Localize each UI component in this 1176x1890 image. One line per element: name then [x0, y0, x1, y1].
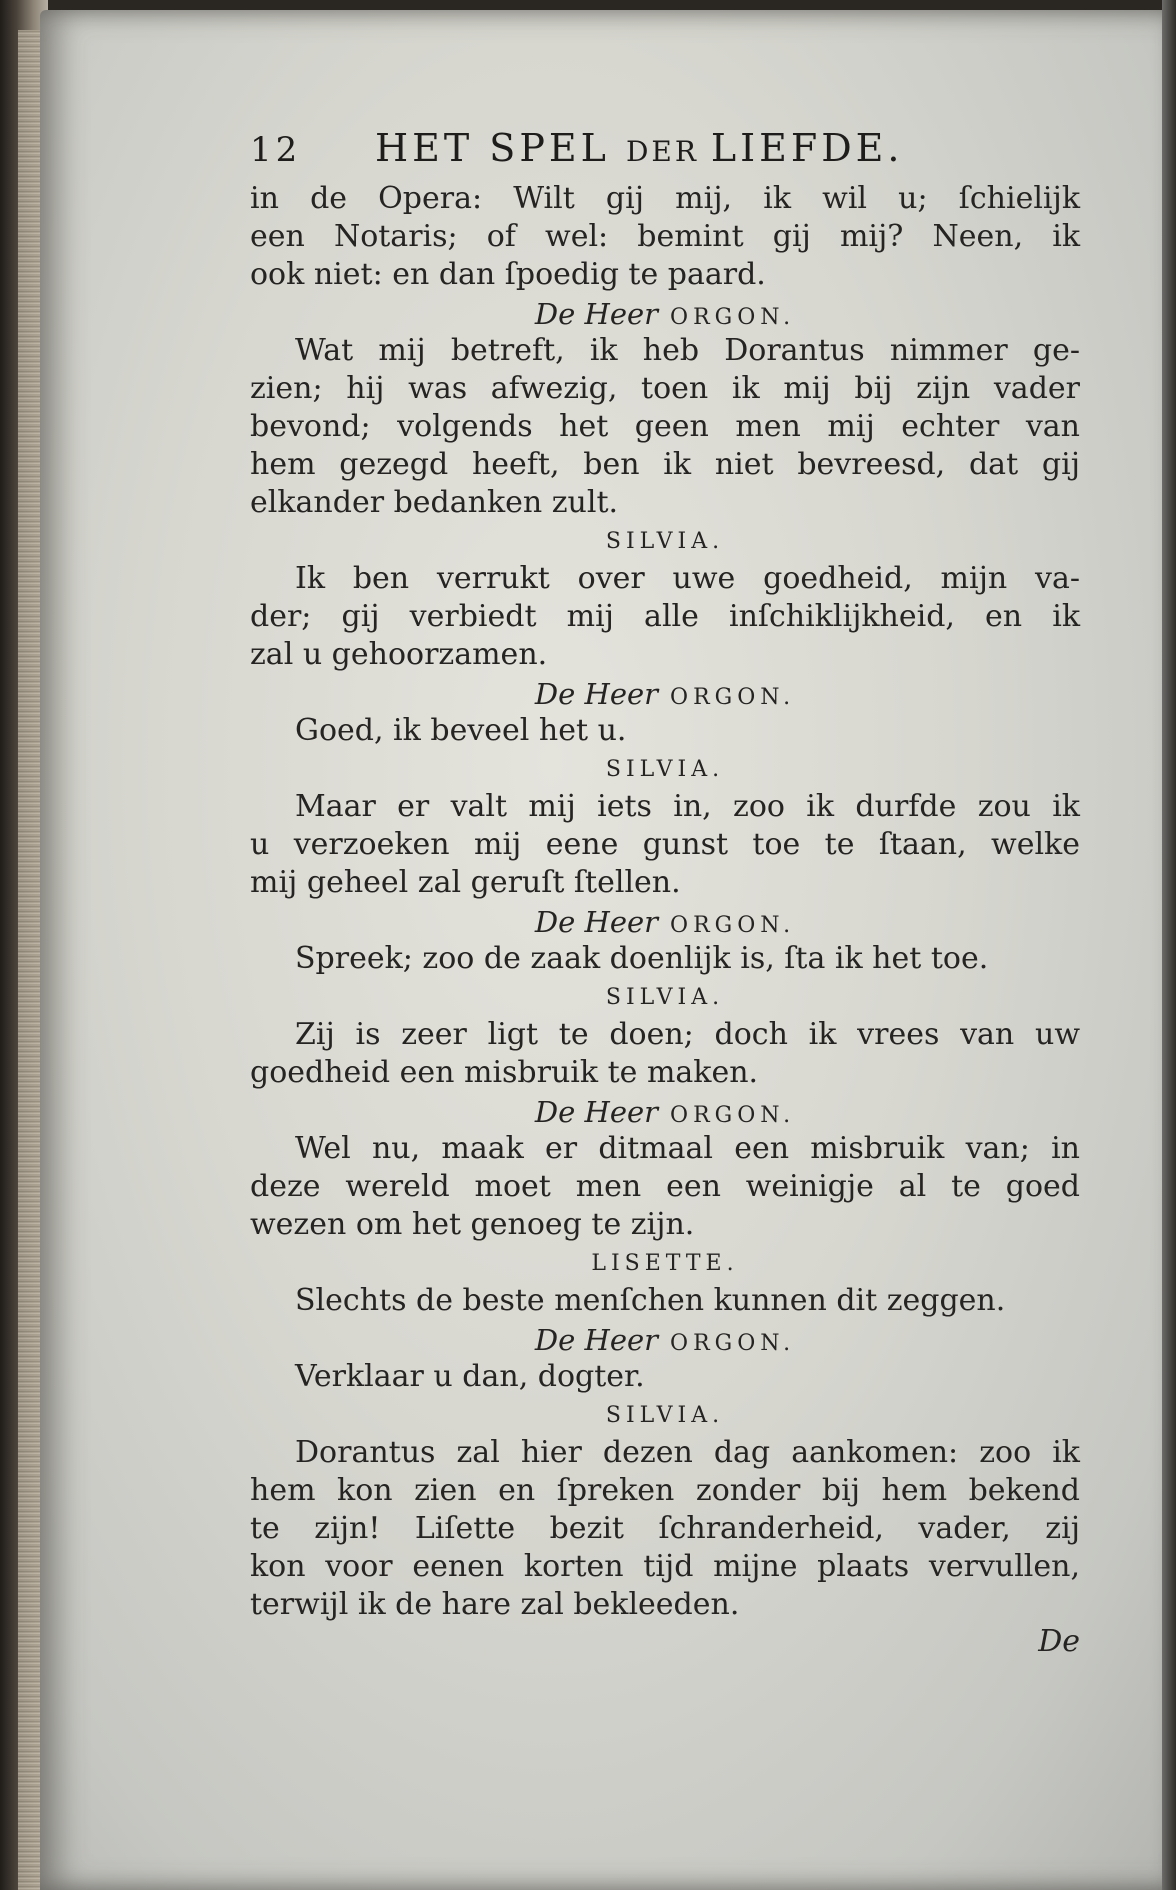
speech-paragraph [250, 940, 1080, 978]
speaker-name: SILVIA. [605, 757, 725, 782]
text-line: hem kon zien en ſpreken zonder bij hem bekend [250, 1473, 1080, 1508]
play-text [250, 180, 1080, 1624]
text-line: deze wereld moet men een weinigje al te goed [250, 1169, 1080, 1204]
text-line: der; gij verbiedt mij alle inſchiklijkheid, en ik [250, 599, 1080, 634]
speech-paragraph [250, 1016, 1080, 1092]
speaker-name: SILVIA. [605, 985, 725, 1010]
running-title-part-3: LIEFDE. [710, 126, 904, 170]
speaker-heading [250, 1320, 1080, 1358]
speech-paragraph [250, 1130, 1080, 1244]
text-line: kon voor eenen korten tijd mijne plaats vervullen, [250, 1549, 1080, 1584]
text-line: een Notaris; of wel: bemint gij mij? Neen, ik [250, 219, 1080, 254]
speaker-name: LISETTE. [591, 1251, 739, 1276]
text-line: mij geheel zal geruſt ſtellen. [250, 865, 681, 900]
speech-paragraph [250, 712, 1080, 750]
text-line: Goed, ik beveel het u. [295, 713, 627, 748]
speaker-heading [250, 978, 1080, 1016]
catchword: De [1038, 1624, 1080, 1659]
speaker-title: De Heer [534, 1095, 659, 1129]
text-line: in de Opera: Wilt gij mij, ik wil u; ſchielijk [250, 181, 1080, 216]
speech-paragraph [250, 1434, 1080, 1624]
speech-paragraph [250, 332, 1080, 522]
speaker-heading [250, 522, 1080, 560]
text-line: Verklaar u dan, dogter. [295, 1359, 645, 1394]
text-line: Spreek; zoo de zaak doenlijk is, ſta ik het toe. [295, 941, 989, 976]
speech-paragraph [250, 180, 1080, 294]
speech-paragraph [250, 560, 1080, 674]
speaker-title: De Heer [534, 905, 659, 939]
speaker-name: ORGON. [670, 1103, 796, 1128]
page-content [250, 120, 1080, 1659]
speech-paragraph [250, 1282, 1080, 1320]
running-head [250, 120, 1080, 180]
running-title-part-2: DER [625, 135, 711, 168]
text-line: zien; hij was afwezig, toen ik mij bij zijn vader [250, 371, 1080, 406]
speaker-title: De Heer [534, 677, 659, 711]
text-line: Maar er valt mij iets in, zoo ik durfde zou ik [295, 789, 1080, 824]
text-line: terwijl ik de hare zal bekleeden. [250, 1587, 740, 1622]
text-line: bevond; volgends het geen men mij echter van [250, 409, 1080, 444]
text-line: zal u gehoorzamen. [250, 637, 548, 672]
speaker-name: ORGON. [670, 913, 796, 938]
speaker-heading [250, 1396, 1080, 1434]
text-line: Ik ben verrukt over uwe goedheid, mijn va- [295, 561, 1080, 596]
speaker-name: SILVIA. [605, 1403, 725, 1428]
text-line: goedheid een misbruik te maken. [250, 1055, 759, 1090]
text-line: Dorantus zal hier dezen dag aankomen: zoo ik [295, 1435, 1080, 1470]
speaker-name: ORGON. [670, 685, 796, 710]
speaker-heading [250, 1244, 1080, 1282]
page-number: 12 [250, 130, 302, 170]
speaker-heading [250, 750, 1080, 788]
speaker-heading [250, 902, 1080, 940]
running-title-part-1: HET SPEL [375, 126, 626, 170]
text-line: hem gezegd heeft, ben ik niet bevreesd, dat gij [250, 447, 1080, 482]
speaker-title: De Heer [534, 297, 659, 331]
speaker-title: De Heer [534, 1323, 659, 1357]
speaker-name: ORGON. [670, 1331, 796, 1356]
running-title [375, 126, 903, 170]
text-line: wezen om het genoeg te zijn. [250, 1207, 695, 1242]
text-line: Slechts de beste menſchen kunnen dit zeggen. [295, 1283, 1006, 1318]
speaker-heading [250, 1092, 1080, 1130]
text-line: Wat mij betreft, ik heb Dorantus nimmer ge- [295, 333, 1080, 368]
speaker-heading [250, 674, 1080, 712]
text-line: u verzoeken mij eene gunst toe te ſtaan, welke [250, 827, 1080, 862]
speaker-name: ORGON. [670, 305, 796, 330]
page-stack-edge [18, 30, 40, 1890]
speaker-heading [250, 294, 1080, 332]
text-line: te zijn! Liſette bezit ſchranderheid, vader, zij [250, 1511, 1080, 1546]
speech-paragraph [250, 1358, 1080, 1396]
speech-paragraph [250, 788, 1080, 902]
text-line: Zij is zeer ligt te doen; doch ik vrees van uw [295, 1017, 1080, 1052]
right-shadow-edge [1162, 0, 1176, 1890]
text-line: elkander bedanken zult. [250, 485, 619, 520]
text-line: Wel nu, maak er ditmaal een misbruik van; in [295, 1131, 1080, 1166]
text-line: ook niet: en dan ſpoedig te paard. [250, 257, 766, 292]
speaker-name: SILVIA. [605, 529, 725, 554]
